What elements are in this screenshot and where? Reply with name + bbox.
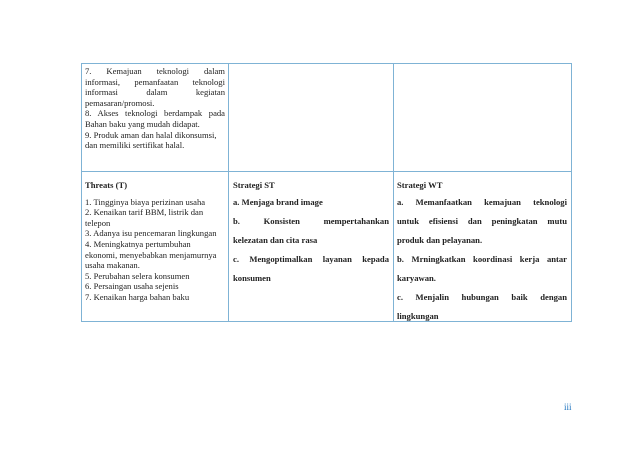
- strategi-wt-line: karyawan.: [397, 272, 436, 283]
- page-number: iii: [564, 402, 572, 412]
- opportunities-cell: [85, 66, 225, 151]
- strategi-st-header: Strategi ST: [233, 180, 275, 190]
- strategi-wt-header: Strategi WT: [397, 180, 443, 190]
- opportunity-line: informasi dalam kegiatan: [85, 87, 225, 98]
- threat-item: ekonomi, menyebabkan menjamurnya: [85, 249, 217, 260]
- strategi-st-line: c. Mengoptimalkan layanan kepada: [233, 253, 389, 264]
- opportunity-line: pemasaran/promosi.: [85, 97, 155, 108]
- threat-item: 2. Kenaikan tarif BBM, listrik dan: [85, 207, 204, 218]
- swot-table: [81, 63, 572, 322]
- strategi-wt-line: b. Mrningkatkan koordinasi kerja antar: [397, 253, 567, 264]
- threat-item: 3. Adanya isu pencemaran lingkungan: [85, 228, 217, 239]
- opportunity-line: dan memiliki sertifikat halal.: [85, 140, 185, 151]
- opportunity-line: Bahan baku yang mudah didapat.: [85, 118, 200, 129]
- threat-item: 7. Kenaikan harga bahan baku: [85, 291, 190, 302]
- strategi-wt-line: lingkungan: [397, 310, 439, 321]
- threat-item: usaha makanan.: [85, 260, 140, 271]
- opportunity-line: 9. Produk aman dan halal dikonsumsi,: [85, 129, 217, 140]
- strategi-st-line: a. Menjaga brand image: [233, 196, 323, 207]
- strategi-st-line: konsumen: [233, 272, 271, 283]
- threat-item: 6. Persaingan usaha sejenis: [85, 281, 179, 292]
- strategi-st-line: kelezatan dan cita rasa: [233, 234, 318, 245]
- table-top-border: [81, 63, 571, 64]
- threats-cell: [85, 180, 225, 303]
- threats-header: Threats (T): [85, 180, 128, 190]
- strategi-st-line: b. Konsisten mempertahankan: [233, 215, 389, 226]
- opportunity-line: informasi, pemanfaatan teknologi: [85, 76, 225, 87]
- row-divider: [81, 171, 571, 172]
- table-left-border: [81, 63, 82, 322]
- strategi-wt-line: produk dan pelayanan.: [397, 234, 483, 245]
- strategi-wt-line: a. Memanfaatkan kemajuan teknologi: [397, 196, 567, 207]
- column-divider: [393, 63, 394, 322]
- strategi-wt-cell: [397, 180, 567, 326]
- opportunity-line: 7. Kemajuan teknologi dalam: [85, 66, 225, 76]
- threat-item: 1. Tingginya biaya perizinan usaha: [85, 196, 206, 207]
- threat-item: 4. Meningkatnya pertumbuhan: [85, 238, 191, 249]
- column-divider: [228, 63, 229, 322]
- strategi-wt-line: c. Menjalin hubungan baik dengan: [397, 291, 567, 302]
- strategi-wt-line: untuk efisiensi dan peningkatan mutu: [397, 215, 567, 226]
- strategi-st-cell: [233, 180, 389, 288]
- threat-item: 5. Perubahan selera konsumen: [85, 270, 190, 281]
- threat-item: telepon: [85, 217, 111, 228]
- opportunity-line: 8. Akses teknologi berdampak pada: [85, 108, 225, 119]
